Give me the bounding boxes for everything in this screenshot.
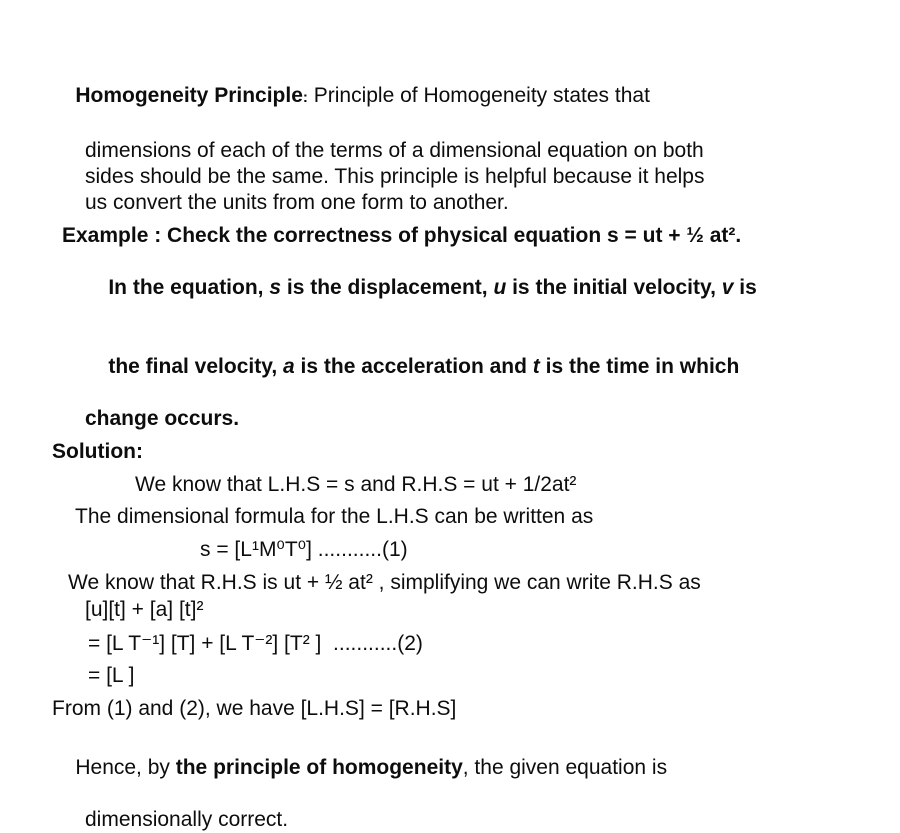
solution-step-5: [u][t] + [a] [t]² (85, 598, 204, 621)
principle-of-homogeneity-emphasis: the principle of homogeneity (175, 756, 463, 779)
example-line-2 (85, 249, 900, 327)
example-line-2-text: is (733, 276, 757, 299)
solution-step-3: s = [L¹M⁰T⁰] ...........(1) (200, 538, 408, 561)
example-line-3-text: is the time in which (539, 355, 740, 378)
conclusion-line-1: From (1) and (2), we have [L.H.S] = [R.H.S] (52, 697, 457, 720)
homogeneity-principle-line-4: us convert the units from one form to another. (85, 191, 509, 214)
variable-v: v (721, 276, 734, 299)
homogeneity-principle-text: Principle of Homogeneity states that (307, 84, 650, 107)
example-line-2-text: is the initial velocity, (506, 276, 722, 299)
variable-a: a (283, 355, 295, 378)
solution-heading: Solution: (52, 440, 143, 463)
conclusion-line-2-text: , the given equation is (462, 756, 668, 779)
solution-step-1: We know that L.H.S = s and R.H.S = ut + 1/2at² (135, 473, 577, 496)
example-line-4: change occurs. (85, 407, 240, 430)
example-line-2-text: In the equation, (108, 276, 270, 299)
conclusion-line-3: dimensionally correct. (85, 808, 289, 831)
variable-t: t (532, 355, 540, 378)
homogeneity-principle-line-1 (52, 57, 900, 137)
solution-step-7: = [L ] (88, 664, 135, 687)
variable-s: s (269, 276, 282, 299)
homogeneity-principle-colon: : (302, 89, 308, 106)
example-line-3 (85, 328, 900, 406)
solution-step-4: We know that R.H.S is ut + ½ at² , simplifying we can write R.H.S as (68, 571, 701, 594)
homogeneity-principle-line-2: dimensions of each of the terms of a dimensional equation on both (85, 139, 704, 162)
solution-step-2: The dimensional formula for the L.H.S can be written as (75, 505, 594, 528)
conclusion-line-2 (52, 729, 900, 807)
homogeneity-principle-lead: Homogeneity Principle (75, 84, 303, 107)
example-line-2-text: is the displacement, (281, 276, 494, 299)
example-line-3-text: is the acceleration and (294, 355, 533, 378)
solution-step-6: = [L T⁻¹] [T] + [L T⁻²] [T² ] ...........(2) (88, 632, 423, 655)
example-line-1: Example : Check the correctness of physical equation s = ut + ½ at². (62, 224, 742, 247)
example-line-3-text: the final velocity, (108, 355, 283, 378)
homogeneity-principle-line-3: sides should be the same. This principle is helpful because it helps (85, 165, 705, 188)
conclusion-line-2-text: Hence, by (75, 756, 176, 779)
variable-u: u (493, 276, 507, 299)
